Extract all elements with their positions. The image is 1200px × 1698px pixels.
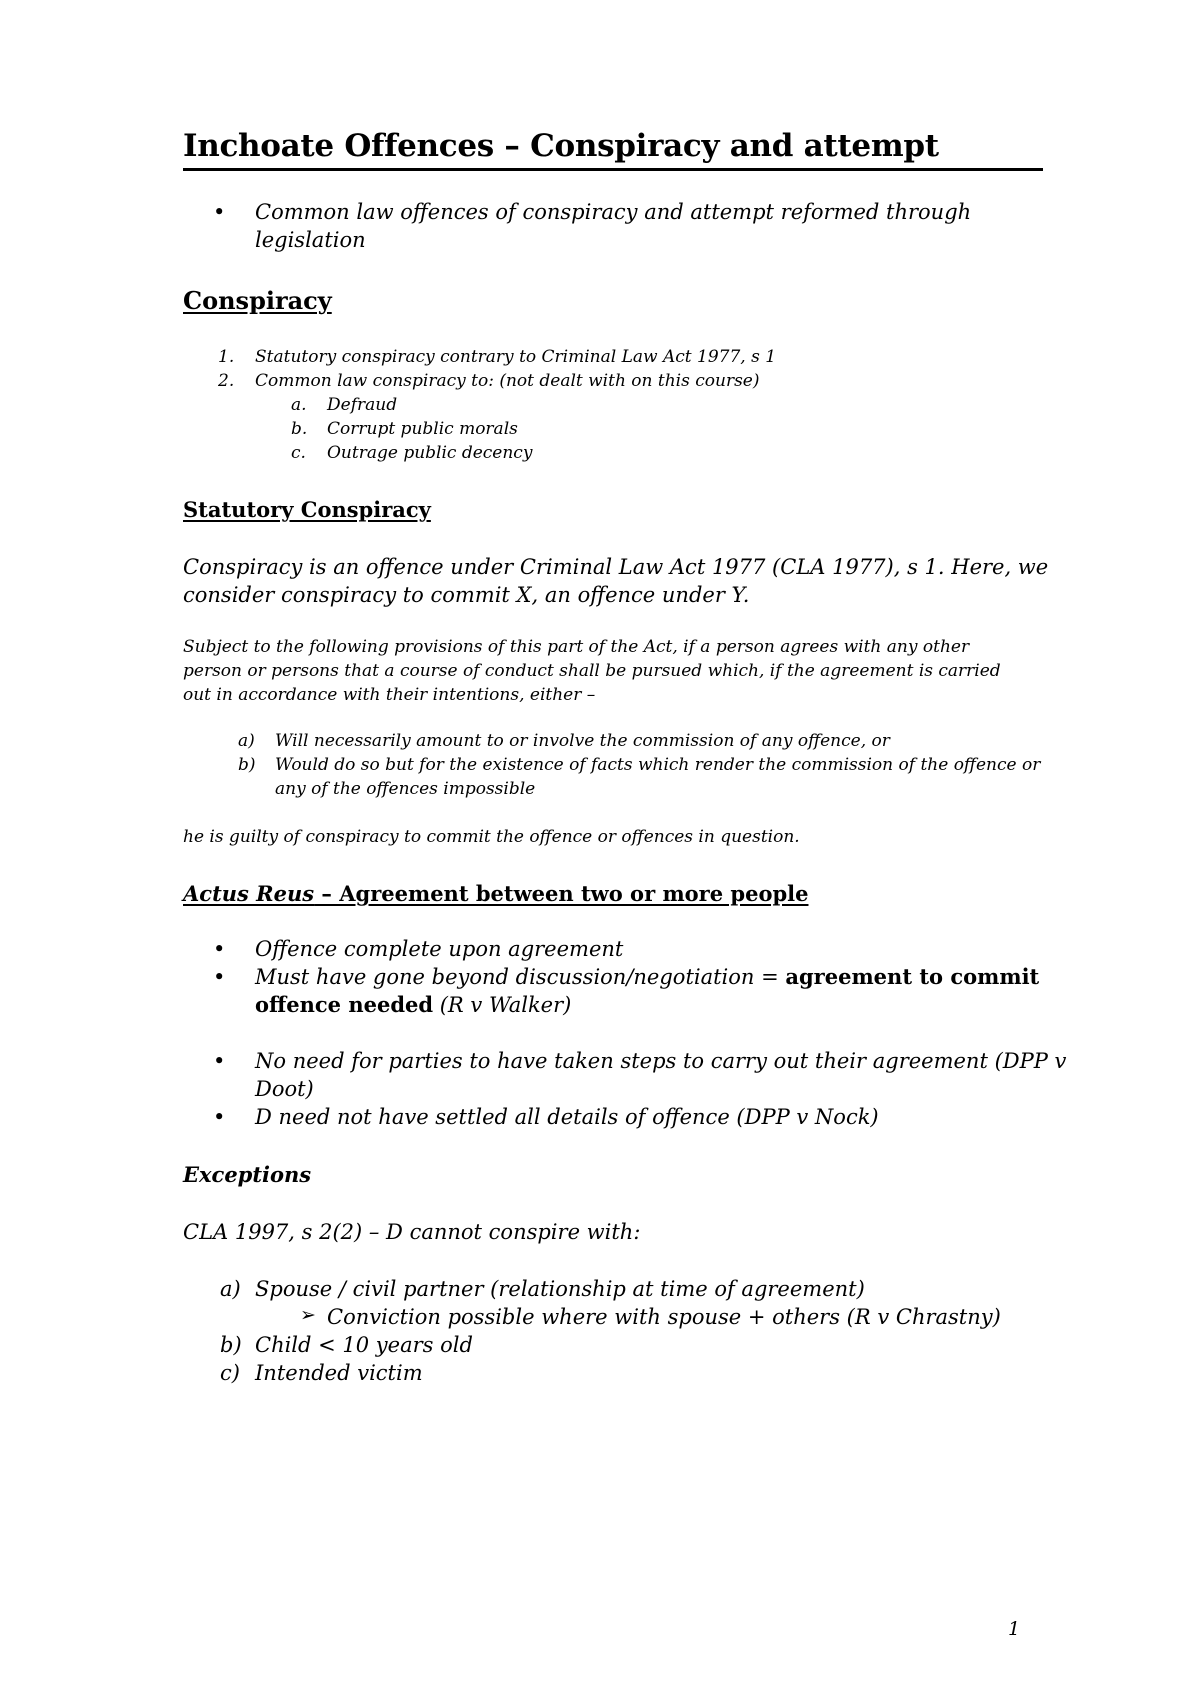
sublist-marker: a. bbox=[291, 395, 307, 415]
bullet-icon: • bbox=[213, 965, 226, 989]
statutory-para-line: consider conspiracy to commit X, an offence under Y. bbox=[183, 583, 750, 607]
list-number: 1. bbox=[218, 347, 235, 367]
exception-marker: a) bbox=[220, 1277, 241, 1301]
intro-bullet-text: Common law offences of conspiracy and attempt reformed through legislation bbox=[255, 200, 972, 252]
list-number: 2. bbox=[218, 371, 235, 391]
exception-item: Spouse / civil partner (relationship at time of agreement) bbox=[255, 1277, 865, 1301]
statute-quote-line: out in accordance with their intentions, either – bbox=[183, 685, 596, 705]
conspiracy-heading: Conspiracy bbox=[183, 286, 332, 315]
actus-bullet-text: D need not have settled all details of offence (DPP v Nock) bbox=[255, 1105, 879, 1129]
bullet-icon: • bbox=[213, 1105, 226, 1129]
list-item: Statutory conspiracy contrary to Criminal Law Act 1977, s 1 bbox=[255, 347, 777, 367]
exception-item: Child < 10 years old bbox=[255, 1333, 473, 1357]
page-number: 1 bbox=[1008, 1618, 1021, 1640]
sublist-marker: b. bbox=[291, 419, 308, 439]
bullet2-italic: Must have gone beyond discussion/negotiation = bbox=[255, 965, 786, 989]
bullet2-italic-cont: (R v Walker) bbox=[433, 993, 572, 1017]
bullet-icon: • bbox=[213, 1049, 226, 1073]
quote-item-text: any of the offences impossible bbox=[275, 779, 536, 799]
list-item: Common law conspiracy to: (not dealt with on this course) bbox=[255, 371, 760, 391]
quote-item-text: Will necessarily amount to or involve the commission of any offence, or bbox=[275, 731, 890, 751]
statutory-para-line: Conspiracy is an offence under Criminal Law Act 1977 (CLA 1977), s 1. Here, we bbox=[183, 555, 1049, 579]
quote-item-text: Would do so but for the existence of facts which render the commission of the offence or bbox=[275, 755, 1041, 775]
quote-item-marker: b) bbox=[238, 755, 256, 775]
bullet2-bold: agreement to commit bbox=[785, 964, 1040, 989]
actus-reus-heading-rest: – Agreement between two or more people bbox=[314, 881, 809, 906]
exceptions-intro: CLA 1997, s 2(2) – D cannot conspire with: bbox=[183, 1220, 641, 1244]
exception-marker: c) bbox=[220, 1361, 240, 1385]
actus-reus-heading bbox=[183, 880, 808, 908]
exception-marker: b) bbox=[220, 1333, 242, 1357]
exception-item: Intended victim bbox=[255, 1361, 423, 1385]
bullet-icon: • bbox=[213, 937, 226, 961]
exceptions-heading: Exceptions bbox=[183, 1162, 312, 1187]
actus-bullet-text-cont bbox=[255, 991, 571, 1019]
statute-quote-line: person or persons that a course of conduct shall be pursued which, if the agreement is carried bbox=[183, 661, 1001, 681]
statutory-conspiracy-heading: Statutory Conspiracy bbox=[183, 497, 431, 522]
statute-quote-line: Subject to the following provisions of this part of the Act, if a person agrees with any other bbox=[183, 637, 970, 657]
bullet2-bold-cont: offence needed bbox=[255, 992, 434, 1017]
exception-subitem: Conviction possible where with spouse + others (R v Chrastny) bbox=[327, 1305, 1001, 1329]
arrow-bullet-icon: ➢ bbox=[300, 1304, 316, 1326]
actus-reus-heading-italic: Actus Reus bbox=[183, 881, 315, 906]
actus-bullet-text-cont: Doot) bbox=[255, 1077, 314, 1101]
actus-bullet-text: No need for parties to have taken steps to carry out their agreement (DPP v bbox=[255, 1049, 1067, 1073]
actus-bullet-text: Offence complete upon agreement bbox=[255, 937, 624, 961]
actus-bullet-text bbox=[255, 963, 1039, 991]
sublist-item: Corrupt public morals bbox=[327, 419, 518, 439]
sublist-item: Outrage public decency bbox=[327, 443, 533, 463]
sublist-item: Defraud bbox=[327, 395, 398, 415]
sublist-marker: c. bbox=[291, 443, 306, 463]
bullet-icon: • bbox=[213, 200, 226, 224]
statute-quote-close: he is guilty of conspiracy to commit the offence or offences in question. bbox=[183, 827, 800, 847]
page-title: Inchoate Offences – Conspiracy and attempt bbox=[183, 126, 1043, 171]
quote-item-marker: a) bbox=[238, 731, 255, 751]
